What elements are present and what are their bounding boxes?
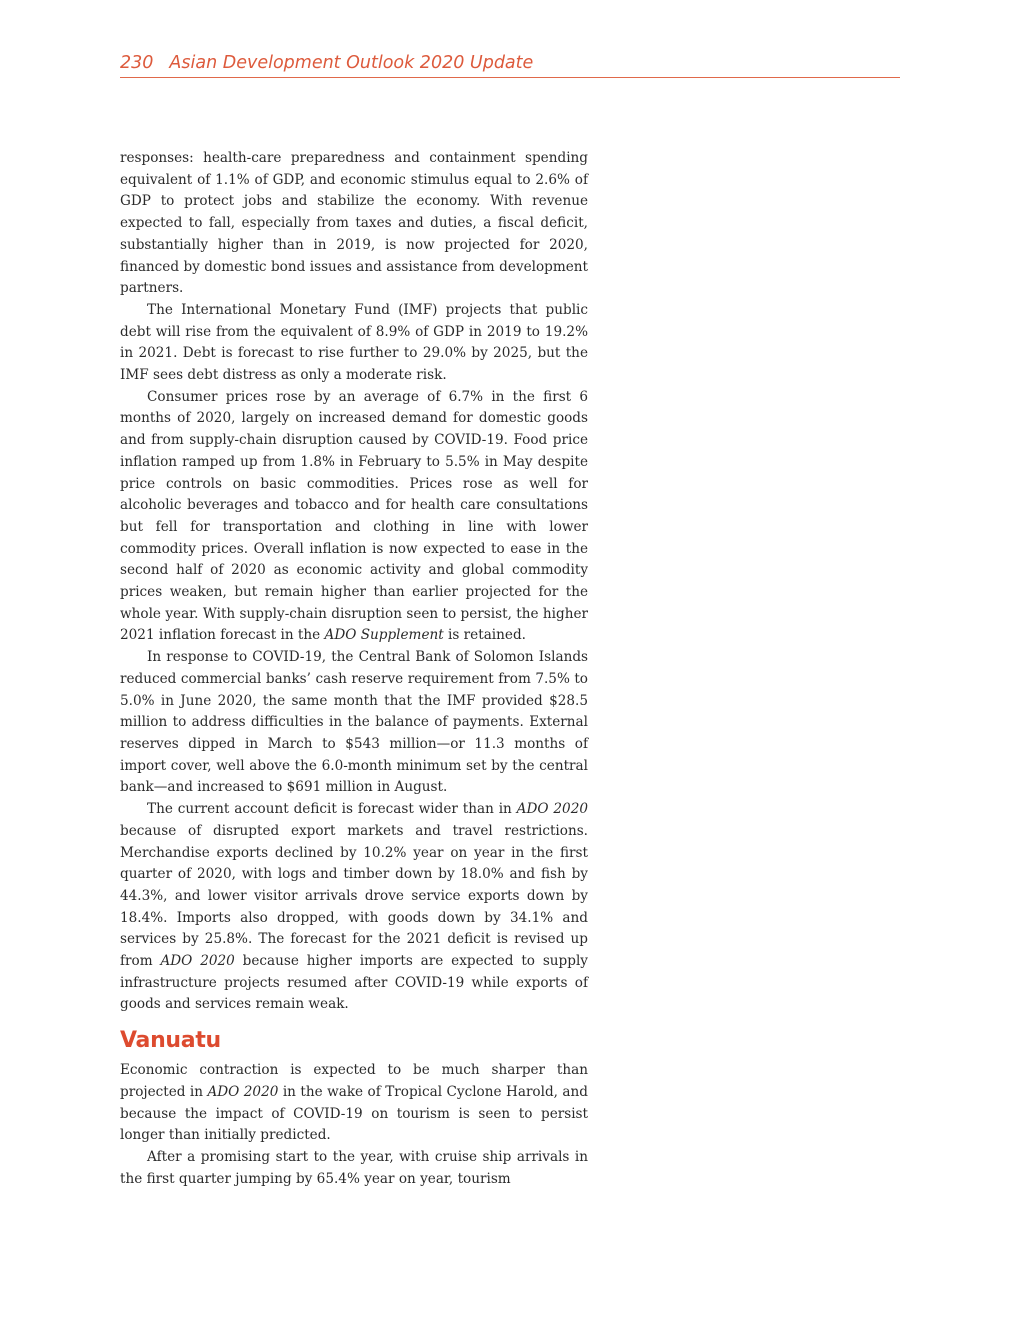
- ado-2020-reference: ADO 2020: [160, 953, 235, 970]
- paragraph-public-debt: The International Monetary Fund (IMF) projects that public debt will rise from the equivalent of 8.9% of GDP in 2019 to 19.2% in 2021. Debt is forecast to rise further to 29.0% by 2025, but the IMF sees debt distress as only a moderate risk.: [120, 301, 588, 384]
- ado-supplement-reference: ADO Supplement: [324, 627, 444, 644]
- running-header: [120, 51, 900, 78]
- ado-2020-reference: ADO 2020: [516, 801, 588, 818]
- publication-title: Asian Development Outlook 2020 Update: [169, 53, 534, 73]
- ado-2020-reference: ADO 2020: [207, 1083, 279, 1100]
- paragraph-vanuatu-contraction: Economic contraction is expected to be much sharper than projected in ADO 2020 in the wake of Tropical Cyclone Harold, and because the impact of COVID-19 on tourism is seen to persist longer than initially predicted.: [120, 1062, 588, 1144]
- section-heading-vanuatu: Vanuatu: [120, 1028, 221, 1054]
- page-number: 230: [120, 53, 154, 73]
- paragraph-current-account: The current account deficit is forecast wider than in ADO 2020 because of disrupted export markets and travel restrictions. Merchandise exports declined by 10.2% year on year in the first quarter of 2020, with logs and timber down by 18.0% and fish by 44.3%, and lower visitor arrivals drove service exports down by 18.4%. Imports also dropped, with goods down by 34.1% and services by 25.8%. The forecast for the 2021 deficit is revised up from ADO 2020 because higher imports are expected to supply infrastructure projects resumed after COVID-19 while exports of goods and services remain weak.: [120, 801, 588, 1013]
- paragraph-vanuatu-tourism: After a promising start to the year, with cruise ship arrivals in the first quarter jumping by 65.4% year on year, tourism: [120, 1148, 588, 1187]
- paragraph-central-bank: In response to COVID-19, the Central Bank of Solomon Islands reduced commercial banks’ cash reserve requirement from 7.5% to 5.0% in June 2020, the same month that the IMF provided $28.5 million to address difficulties in the balance of payments. External reserves dipped in March to $543 million—or 11.3 months of import cover, well above the 6.0-month minimum set by the central bank—and increased to $691 million in August.: [120, 649, 588, 796]
- paragraph-fiscal-responses: responses: health-care preparedness and containment spending equivalent of 1.1% of GDP, and economic stimulus equal to 2.6% of GDP to protect jobs and stabilize the economy. With revenue expected to fall, especially from taxes and duties, a fiscal deficit, substantially higher than in 2019, is now projected for 2020, financed by domestic bond issues and assistance from development partners.: [120, 150, 588, 297]
- text-column: [120, 148, 588, 1190]
- paragraph-consumer-prices: Consumer prices rose by an average of 6.7% in the first 6 months of 2020, largely on increased demand for domestic goods and from supply-chain disruption caused by COVID-19. Food price inflation ramped up from 1.8% in February to 5.5% in May despite price controls on basic commodities. Prices rose as well for alcoholic beverages and tobacco and for health care consultations but fell for transportation and clothing in line with lower commodity prices. Overall inflation is now expected to ease in the second half of 2020 as economic activity and global commodity prices weaken, but remain higher than earlier projected for the whole year. With supply-chain disruption seen to persist, the higher 2021 inflation forecast in the ADO Supplement is retained.: [120, 388, 588, 644]
